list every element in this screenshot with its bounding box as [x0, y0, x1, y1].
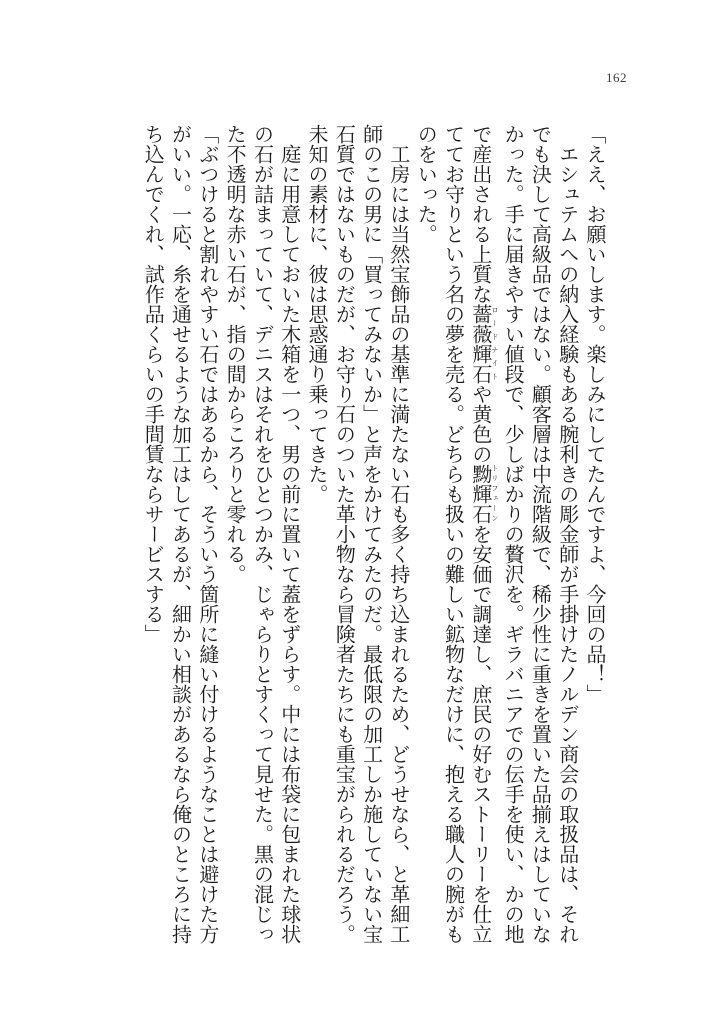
- text-line: がいい。一応、糸を通せるような加工はしてあるが、細かい相談があるなら俺のところに持: [168, 124, 193, 944]
- body-text: [139, 124, 608, 954]
- ruby-word: 黝輝石トリフェーン: [468, 464, 499, 524]
- text-line: で産出される上質な薔薇輝石ロードナイトや黄色の黝輝石トリフェーンを安価で調達し、庶民の好むストーリーを仕立: [468, 124, 499, 944]
- text-line: ててお守りという名の夢を売る。どちらも扱いの難しい鉱物なだけに、抱える職人の腕がも: [441, 124, 466, 944]
- text-line: 「ぶつけると割れやすい石ではあるから、そういう箇所に縫い付けるようなことは避けた方: [195, 124, 220, 944]
- text-line: 「ええ、お願いします。楽しみにしてたんですよ、今回の品！」: [583, 124, 607, 704]
- text-line: の石が詰まっていて、デニスはそれをひとつかみ、じゃらりとすくって見せた。黒の混じっ: [250, 124, 275, 944]
- ruby-word: 薔薇輝石ロードナイト: [468, 304, 499, 384]
- text-line: エシュテムへの納入経験もある腕利きの彫金師が手掛けたノルデン商会の取扱品は、それ: [555, 124, 580, 944]
- ruby-reading: ロードナイト: [490, 304, 499, 384]
- text-line: のをいった。: [414, 124, 439, 244]
- text-line: 石質ではないものだが、お守り石のついた革小物なら冒険者たちにも重宝がられるだろう。: [332, 124, 357, 944]
- text-line: 庭に用意しておいた木箱を一つ、男の前に置いて蓋をずらす。中には布袋に包まれた球状: [277, 124, 302, 944]
- text-line: 工房には当然宝飾品の基準に満たない石も多く持ち込まれるため、どうせなら、と革細工: [386, 124, 411, 944]
- ruby-reading: トリフェーン: [490, 464, 499, 524]
- text-line: でも決して高級品ではない。顧客層は中流階級で、稀少性に重きを置いた品揃えはしていな: [528, 124, 553, 944]
- text-line: ち込んでくれ、試作品くらいの手間賃ならサービスする」: [141, 124, 166, 644]
- text-line: 師のこの男に「買ってみないか」と声をかけてみたのだ。最低限の加工しか施していない宝: [359, 124, 384, 944]
- text-line: た不透明な赤い石が、指の間からころりと零れる。: [223, 124, 248, 584]
- text-line: 未知の素材に、彼は思惑通り乗ってきた。: [305, 124, 330, 504]
- text-line: かった。手に届きやすい値段で、少しばかりの贅沢を。ギラバニアでの伝手を使い、かの地: [501, 124, 526, 944]
- page-number: 162: [606, 70, 627, 85]
